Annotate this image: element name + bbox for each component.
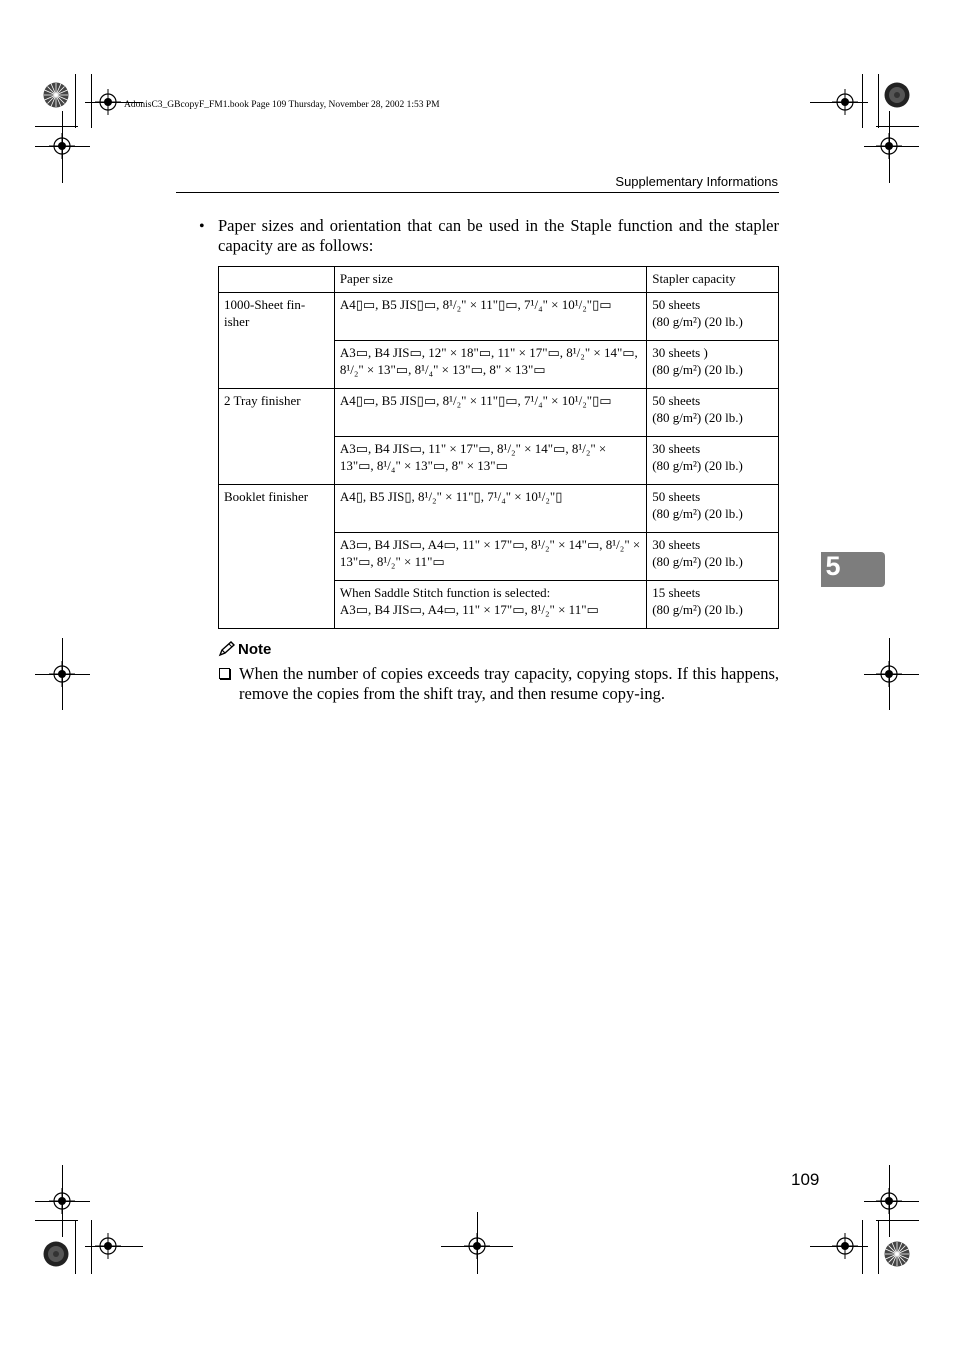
capacity-value: 30 sheets ) [652, 345, 708, 360]
paper-size-cell: A4▯▭, B5 JIS▯▭, 8¹/₂" × 11"▯▭, 7¹/₄" × 10¹/₂"▯▭ [334, 389, 646, 437]
paper-size-cell: A3▭, B4 JIS▭, 12" × 18"▭, 11" × 17"▭, 8¹/₂" × 14"▭, 8¹/₂" × 13"▭, 8¹/₄" × 13"▭, 8" × 13"▭ [334, 341, 646, 389]
capacity-value: 50 sheets [652, 489, 701, 504]
note-checkbox-icon [219, 668, 230, 679]
registration-target-icon [47, 659, 77, 689]
capacity-cell [647, 389, 779, 437]
paper-size-list: A3▭, B4 JIS▭, A4▭, 11" × 17"▭, 8¹/₂" × 11"▭ [339, 602, 599, 617]
saddle-stitch-label: When Saddle Stitch function is selected: [339, 585, 551, 600]
capacity-cell [647, 485, 779, 533]
chapter-number: 5 [825, 551, 841, 581]
capacity-value: 15 sheets [652, 585, 701, 600]
capacity-cell [647, 293, 779, 341]
capacity-value: 50 sheets [652, 393, 701, 408]
capacity-value: 30 sheets [652, 537, 701, 552]
table-header-cell: Stapler capacity [647, 267, 779, 293]
registration-target-icon [47, 131, 77, 161]
registration-target-icon [874, 659, 904, 689]
bullet-icon: • [199, 218, 205, 235]
note-title: Note [238, 641, 272, 658]
table-row [219, 293, 779, 341]
paper-size-cell: A3▭, B4 JIS▭, A4▭, 11" × 17"▭, 8¹/₂" × 14"▭, 8¹/₂" × 13"▭, 8¹/₂" × 11"▭ [334, 533, 646, 581]
table-header-row [219, 267, 779, 293]
paper-size-cell [334, 581, 646, 629]
registration-target-icon [830, 87, 860, 117]
registration-target-icon [830, 1231, 860, 1261]
density-disc-icon [43, 82, 69, 108]
paper-weight: (80 g/m²) (20 lb.) [652, 602, 743, 617]
note-text: When the number of copies exceeds tray capacity, copying stops. If this happens, remove the copies from the shift tray, and then resume copy-ing. [239, 664, 779, 703]
paper-size-cell: A4▯▭, B5 JIS▯▭, 8¹/₂" × 11"▯▭, 7¹/₄" × 10¹/₂"▯▭ [334, 293, 646, 341]
header-rule [176, 192, 779, 193]
file-info: AdonisC3_GBcopyF_FM1.book Page 109 Thursday, November 28, 2002 1:53 PM [124, 100, 440, 110]
finisher-name: 1000-Sheet fin-isher [219, 293, 335, 389]
paper-weight: (80 g/m²) (20 lb.) [652, 554, 743, 569]
registration-target-icon [93, 87, 123, 117]
page-number: 109 [791, 1170, 820, 1189]
paper-weight: (80 g/m²) (20 lb.) [652, 506, 743, 521]
capacity-cell [647, 533, 779, 581]
capacity-cell [647, 581, 779, 629]
paper-weight: (80 g/m²) (20 lb.) [652, 362, 743, 377]
capacity-value: 30 sheets [652, 441, 701, 456]
paper-size-cell: A3▭, B4 JIS▭, 11" × 17"▭, 8¹/₂" × 14"▭, 8¹/₂" × 13"▭, 8¹/₄" × 13"▭, 8" × 13"▭ [334, 437, 646, 485]
density-disc-icon [43, 1241, 69, 1267]
density-disc-icon [884, 1241, 910, 1267]
pencil-icon [218, 641, 236, 657]
paper-weight: (80 g/m²) (20 lb.) [652, 458, 743, 473]
paper-weight: (80 g/m²) (20 lb.) [652, 410, 743, 425]
finisher-name: 2 Tray finisher [219, 389, 335, 485]
registration-target-icon [874, 1186, 904, 1216]
registration-target-icon [462, 1231, 492, 1261]
finisher-name: Booklet finisher [219, 485, 335, 629]
running-head: Supplementary Informations [615, 174, 778, 189]
table-row [219, 485, 779, 533]
table-header-cell: Paper size [334, 267, 646, 293]
paper-size-cell: A4▯, B5 JIS▯, 8¹/₂" × 11"▯, 7¹/₄" × 10¹/₂"▯ [334, 485, 646, 533]
table-header-cell [219, 267, 335, 293]
capacity-cell [647, 437, 779, 485]
registration-target-icon [93, 1231, 123, 1261]
density-disc-icon [884, 82, 910, 108]
paper-weight: (80 g/m²) (20 lb.) [652, 314, 743, 329]
registration-target-icon [47, 1186, 77, 1216]
table-row [219, 389, 779, 437]
capacity-value: 50 sheets [652, 297, 701, 312]
registration-target-icon [874, 131, 904, 161]
capacity-cell [647, 341, 779, 389]
stapler-capacity-table [218, 266, 779, 629]
intro-paragraph: Paper sizes and orientation that can be used in the Staple function and the stapler capacity are as follows: [218, 216, 779, 255]
note-header [218, 641, 271, 658]
